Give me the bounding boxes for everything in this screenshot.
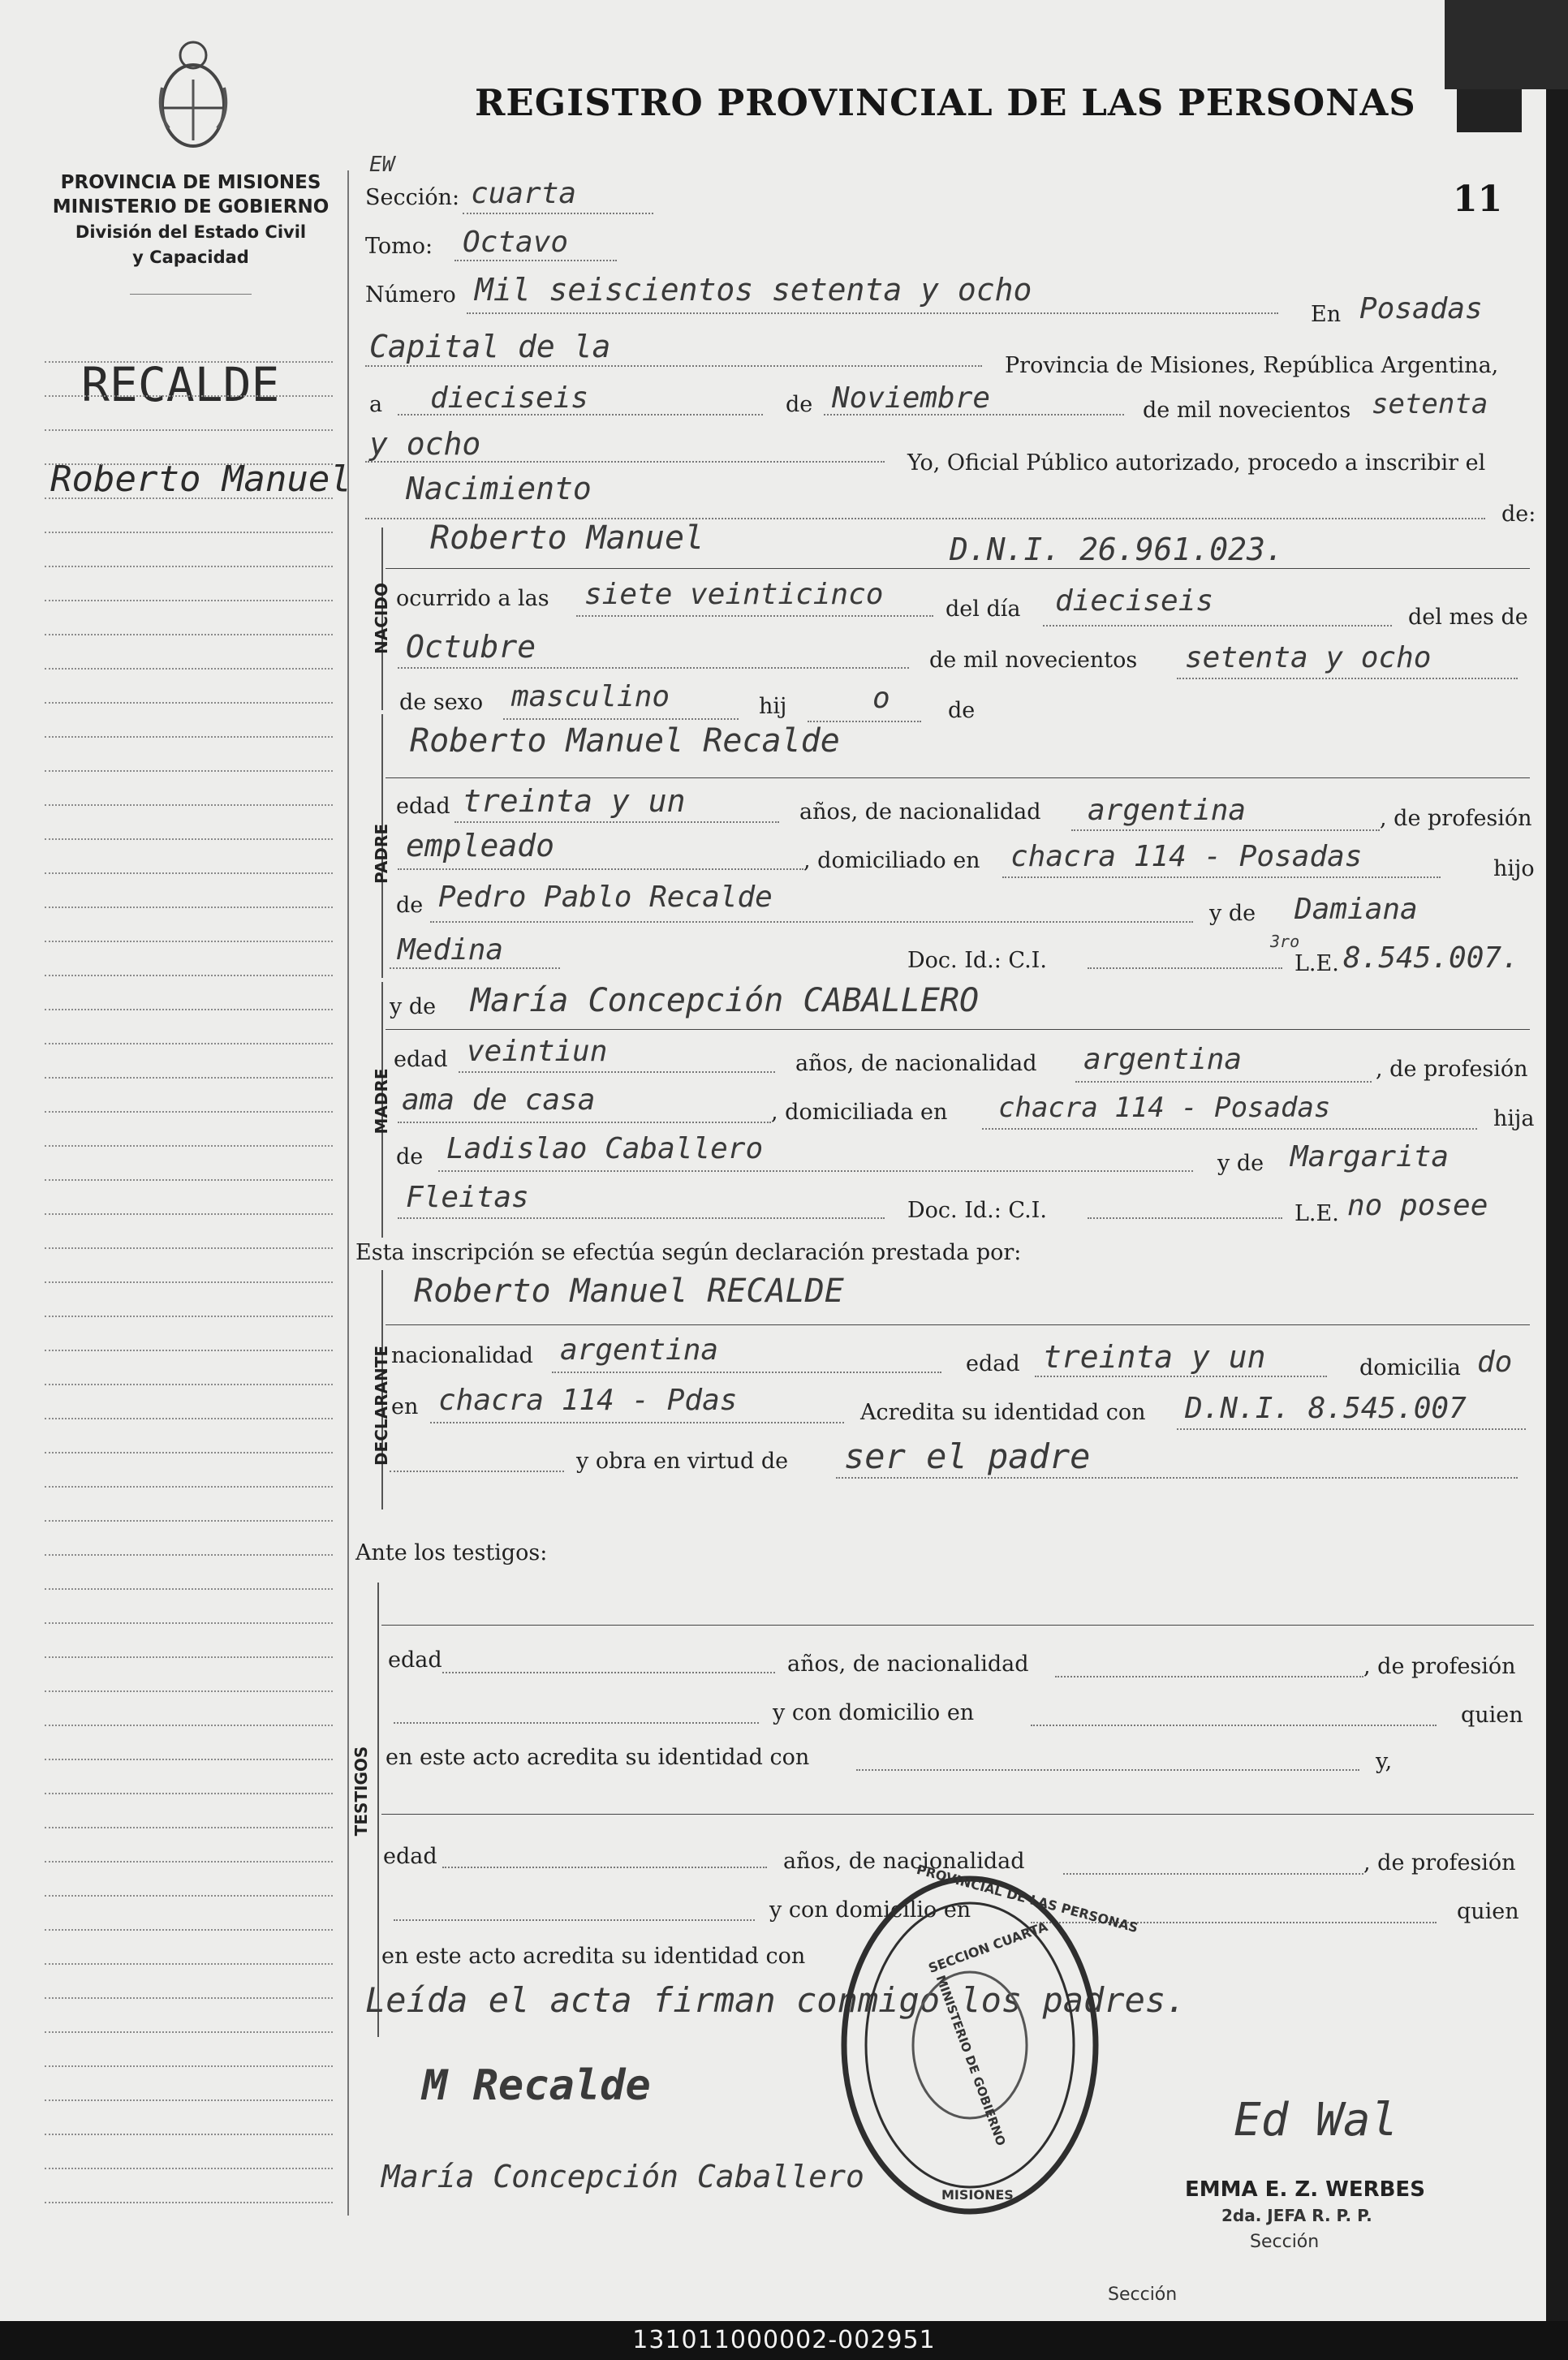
padre-dom-label: , domiciliado en	[803, 848, 980, 873]
madre-doc-line	[1088, 1217, 1282, 1219]
fecha-dia-line	[398, 414, 763, 416]
margin-rule	[45, 1043, 333, 1044]
declarante-documento: D.N.I. 8.545.007	[1185, 1392, 1467, 1425]
seal-text-bottom: MISIONES	[941, 2187, 1014, 2203]
nacido-dia-line	[1043, 625, 1392, 627]
official-name: EMMA E. Z. WERBES	[1185, 2177, 1425, 2202]
declarante-dom-line	[430, 1422, 844, 1423]
margin-rule	[45, 1656, 333, 1658]
padre-de-label: de	[396, 893, 424, 918]
margin-rule	[45, 2031, 333, 2033]
testigo2-edad-line	[442, 1867, 767, 1868]
padre-prof-line	[398, 868, 803, 870]
fecha-a-label: a	[369, 392, 383, 417]
testigo2-prof-line	[394, 1919, 755, 1921]
margin-rule	[45, 1009, 333, 1010]
declarante-acredita-label: Acredita su identidad con	[860, 1400, 1146, 1425]
margin-rule	[45, 566, 333, 567]
testigo1-quien-label: quien	[1461, 1703, 1523, 1728]
margin-rule	[45, 872, 333, 874]
margin-rule	[45, 532, 333, 533]
document-title: REGISTRO PROVINCIAL DE LAS PERSONAS	[475, 81, 1416, 124]
tomo-line	[454, 260, 617, 261]
madre-padre-de: Ladislao Caballero	[446, 1132, 764, 1165]
nacido-mes-line	[398, 667, 909, 669]
en-label: En	[1311, 302, 1342, 327]
madre-edad-line	[459, 1071, 775, 1073]
seccion-line	[463, 213, 653, 214]
margin-rule	[45, 702, 333, 704]
page-number: 11	[1453, 179, 1503, 220]
margin-rule	[45, 1554, 333, 1556]
declarante-label: DECLARANTE	[372, 1345, 391, 1466]
nacido-sexo-line	[503, 718, 739, 720]
padre-padre-de-line	[430, 921, 1193, 923]
padre-edad: treinta y un	[463, 783, 686, 819]
fecha-anio-value2: y ocho	[369, 426, 481, 462]
declarante-intro: Esta inscripción se efectúa según declaración prestada por:	[355, 1240, 1022, 1265]
agency-divider	[130, 294, 252, 295]
firma-oficial: Ed Wal	[1234, 2094, 1398, 2147]
fecha-dia-value: dieciseis	[430, 381, 589, 415]
testigo1-edad-label: edad	[388, 1647, 442, 1673]
margin-rule	[45, 1963, 333, 1965]
padre-doc-label: Doc. Id.: C.I.	[907, 948, 1047, 973]
margin-rule	[45, 1895, 333, 1897]
testigo1-prof-label: , de profesión	[1363, 1654, 1516, 1679]
fecha-mes-value: Noviembre	[832, 381, 991, 415]
testigo2-dom-label: y con domicilio en	[769, 1897, 971, 1923]
padre-doc-line	[1088, 967, 1282, 969]
testigo1-nac-label: años, de nacionalidad	[787, 1652, 1029, 1677]
padre-label: PADRE	[372, 824, 391, 884]
fecha-anio-line	[365, 461, 885, 463]
margin-rule	[45, 1213, 333, 1215]
madre-domicilio: chacra 114 - Posadas	[998, 1092, 1331, 1124]
declarante-edad-line	[1035, 1376, 1327, 1377]
margin-rule	[45, 907, 333, 908]
declarante-edad-label: edad	[966, 1351, 1020, 1376]
padre-profesion: empleado	[406, 828, 555, 863]
margin-rule	[45, 1281, 333, 1283]
margin-rule	[45, 2168, 333, 2169]
numero-line	[467, 312, 1278, 314]
margin-rule	[45, 1793, 333, 1794]
numero-value: Mil seiscientos setenta y ocho	[475, 272, 1032, 308]
madre-dom-label: , domiciliada en	[771, 1100, 948, 1125]
declarante-obra-label: y obra en virtud de	[576, 1449, 789, 1474]
padre-le-note: 3ro	[1270, 932, 1300, 951]
testigo1-nombre-line	[381, 1625, 1534, 1626]
margin-rule	[45, 1247, 333, 1249]
nacido-hora: siete veinticinco	[584, 578, 884, 611]
declarante-domicilia-label: domicilia	[1359, 1355, 1461, 1380]
fecha-de-label: de	[786, 392, 813, 417]
margin-rule	[45, 804, 333, 806]
nacido-sexo-label: de sexo	[399, 690, 484, 715]
declarante-virtud: ser el padre	[844, 1436, 1091, 1476]
document-code: 131011000002-002951	[0, 2321, 1568, 2360]
madre-edad: veintiun	[467, 1035, 608, 1068]
margin-rule	[45, 1588, 333, 1590]
torn-corner	[1445, 0, 1568, 89]
declarante-edad: treinta y un	[1043, 1339, 1266, 1375]
testigo2-quien-label: quien	[1457, 1899, 1519, 1924]
nacido-hora-line	[576, 615, 933, 617]
madre-le-value: no posee	[1347, 1189, 1488, 1222]
seal-text-inner: MINISTERIO DE GOBIERNO	[933, 1973, 1009, 2148]
padre-edad-label: edad	[396, 794, 450, 819]
testigos-label: TESTIGOS	[351, 1746, 371, 1837]
margin-rule	[45, 1486, 333, 1488]
firma-madre: María Concepción Caballero	[381, 2159, 864, 2194]
agency-ministry: MINISTERIO DE GOBIERNO	[52, 196, 330, 217]
padre-madre-de1: Damiana	[1294, 893, 1418, 926]
nacido-del-mes-label: del mes de	[1408, 605, 1528, 630]
madre-nac-label: años, de nacionalidad	[795, 1051, 1037, 1076]
madre-de-label: de	[396, 1144, 424, 1169]
nacido-nombre: Roberto Manuel	[430, 519, 704, 557]
testigo2-edad-label: edad	[383, 1844, 437, 1869]
padre-nac-label: años, de nacionalidad	[799, 799, 1041, 825]
margin-rule	[45, 1077, 333, 1079]
en-value: Posadas	[1359, 292, 1483, 325]
padre-nacionalidad: argentina	[1088, 794, 1247, 827]
declarante-doc-line	[1177, 1428, 1526, 1430]
margin-rule	[45, 1997, 333, 1999]
corner-mark	[1457, 88, 1522, 132]
yo-text: Yo, Oficial Público autorizado, procedo a inscribir el	[907, 450, 1486, 476]
margin-rule	[45, 395, 333, 397]
declarante-domicilio: chacra 114 - Pdas	[438, 1384, 738, 1417]
nacido-sexo: masculino	[511, 680, 670, 713]
margin-rule	[45, 2202, 333, 2203]
margin-rule	[45, 1179, 333, 1181]
madre-nombre: María Concepción CABALLERO	[471, 982, 980, 1019]
testigo1-nac-line	[1055, 1676, 1363, 1677]
margin-rule	[45, 838, 333, 840]
nacido-mil-label: de mil novecientos	[929, 648, 1138, 673]
margin-rule	[45, 1861, 333, 1863]
declarante-nacionalidad: argentina	[560, 1333, 719, 1367]
padre-padre-de: Pedro Pablo Recalde	[438, 881, 773, 914]
padre-nombre-line	[386, 777, 1530, 778]
declarante-nombre-line	[386, 1324, 1530, 1325]
margin-rule	[45, 600, 333, 601]
nacido-dni: D.N.I. 26.961.023.	[950, 532, 1284, 567]
madre-edad-label: edad	[394, 1047, 448, 1072]
margin-rule	[45, 361, 333, 363]
testigos-bracket	[377, 1583, 379, 2037]
nacido-hij-suffix: o	[872, 682, 890, 715]
margin-rule	[45, 1145, 333, 1147]
firma-padre: M Recalde	[422, 2061, 651, 2110]
nacido-hij-label: hij	[759, 694, 787, 719]
declarante-nombre: Roberto Manuel RECALDE	[414, 1273, 844, 1310]
declarante-en-label: en	[391, 1394, 419, 1419]
madre-madre-de2: Fleitas	[406, 1181, 529, 1214]
testigo2-nac-label: años, de nacionalidad	[783, 1849, 1025, 1874]
fecha-mes-line	[824, 414, 1124, 416]
seal-text-top: PROVINCIAL DE LAS PERSONAS	[915, 1861, 1140, 1936]
nacido-label: NACIDO	[372, 583, 391, 654]
madre-y-de-label2: y de	[1217, 1151, 1264, 1176]
declarante-nac-line	[552, 1372, 941, 1373]
padre-dom-line	[1002, 876, 1441, 878]
padre-prof-label: , de profesión	[1380, 806, 1532, 831]
padre-nombre: Roberto Manuel Recalde	[410, 722, 840, 760]
seccion-label: Sección:	[365, 185, 460, 210]
testigo1-prof-line	[394, 1722, 759, 1724]
declarante-nac-label: nacionalidad	[391, 1343, 533, 1368]
official-title: 2da. JEFA R. P. P.	[1221, 2206, 1372, 2225]
margin-rule	[45, 1384, 333, 1385]
margin-rule	[45, 1350, 333, 1351]
testigo1-dom-line	[1031, 1725, 1437, 1726]
testigo1-y-label: y,	[1376, 1749, 1393, 1774]
tomo-label: Tomo:	[365, 234, 433, 259]
official-seccion-bottom: Sección	[1108, 2285, 1178, 2305]
testigo1-edad-line	[442, 1672, 775, 1673]
madre-prof-line	[398, 1122, 771, 1123]
madre-madre-de2-line	[398, 1217, 885, 1219]
coat-of-arms-icon	[144, 31, 242, 161]
margin-rule	[45, 463, 333, 465]
padre-y-de-label: y de	[1209, 901, 1256, 926]
padre-domicilio: chacra 114 - Posadas	[1010, 840, 1363, 873]
nacido-dia: dieciseis	[1055, 584, 1214, 618]
madre-le-label: L.E.	[1294, 1201, 1339, 1226]
declarante-obra-pre-line	[390, 1471, 564, 1472]
margin-rule	[45, 1690, 333, 1692]
margin-rule	[45, 2065, 333, 2067]
madre-profesion: ama de casa	[402, 1083, 596, 1117]
declarante-domicilia-suffix: do	[1477, 1346, 1513, 1379]
nacido-mes: Octubre	[406, 629, 536, 665]
agency-capacity: y Capacidad	[132, 248, 249, 267]
seccion-note: EW	[369, 153, 395, 177]
margin-rule	[45, 1520, 333, 1522]
fecha-anio-value1: setenta	[1372, 388, 1488, 420]
acto-de-label: de:	[1501, 502, 1536, 527]
margin-rule	[45, 770, 333, 772]
margin-rule	[45, 1418, 333, 1419]
margin-surname: RECALDE	[81, 357, 280, 412]
margin-rule	[45, 497, 333, 499]
madre-padre-de-line	[438, 1170, 1193, 1172]
margin-rule	[45, 1111, 333, 1113]
madre-prof-label: , de profesión	[1376, 1057, 1528, 1082]
nacido-del-dia-label: del día	[946, 596, 1021, 622]
margin-rule	[45, 1929, 333, 1931]
agency-province: PROVINCIA DE MISIONES	[60, 172, 321, 193]
testigos-intro: Ante los testigos:	[355, 1540, 548, 1565]
margin-rule	[45, 975, 333, 976]
margin-given-names: Roberto Manuel	[50, 459, 351, 500]
closing-leida: Leída el acta firman conmigo los padres.	[365, 1980, 1187, 2020]
margin-rule	[45, 1725, 333, 1726]
acto-value: Nacimiento	[406, 471, 592, 506]
provincia-text: Provincia de Misiones, República Argentina,	[1005, 353, 1499, 378]
padre-nac-line	[1071, 829, 1380, 831]
padre-madre-de2-line	[390, 967, 560, 969]
padre-le-label: L.E.	[1294, 951, 1339, 976]
madre-nombre-line	[386, 1029, 1530, 1030]
margin-rule	[45, 668, 333, 670]
margin-rule	[45, 1622, 333, 1624]
margin-rule	[45, 1759, 333, 1760]
margin-rule	[45, 2099, 333, 2101]
margin-rule	[45, 1316, 333, 1317]
tomo-value: Octavo	[463, 226, 569, 259]
declarante-virtud-line	[836, 1477, 1518, 1479]
madre-y-de-label: y de	[390, 994, 437, 1019]
seccion-value: cuarta	[471, 177, 577, 210]
madre-nacionalidad: argentina	[1083, 1043, 1243, 1076]
agency-division: División del Estado Civil	[75, 222, 307, 242]
margin-rule	[45, 634, 333, 635]
nacido-anio: setenta y ocho	[1185, 641, 1432, 674]
official-seal	[836, 1861, 1140, 2224]
padre-madre-de2: Medina	[398, 933, 504, 967]
margin-rule	[45, 736, 333, 738]
madre-hija-label: hija	[1493, 1106, 1535, 1131]
nacido-nombre-line	[386, 568, 1530, 569]
padre-le-value: 8.545.007.	[1343, 941, 1519, 975]
padre-hijo-label: hijo	[1493, 856, 1535, 881]
margin-rule	[45, 2134, 333, 2135]
agency-block	[45, 170, 337, 269]
testigo2-nombre-line	[381, 1814, 1534, 1815]
margin-rule	[45, 429, 333, 431]
madre-label: MADRE	[372, 1068, 391, 1135]
seal-text-mid: SECCION CUARTA	[926, 1919, 1050, 1976]
testigo1-acredita-label: en este acto acredita su identidad con	[386, 1745, 810, 1770]
nacido-de-label: de	[948, 698, 976, 723]
official-seccion: Sección	[1250, 2232, 1320, 2252]
numero-label: Número	[365, 282, 456, 308]
capital-value: Capital de la	[369, 329, 611, 364]
madre-doc-label: Doc. Id.: C.I.	[907, 1198, 1047, 1223]
padre-edad-line	[454, 821, 779, 823]
margin-rule	[45, 1452, 333, 1453]
nacido-ocurrido-label: ocurrido a las	[396, 586, 549, 611]
testigo2-prof-label: , de profesión	[1363, 1850, 1516, 1876]
madre-nac-line	[1075, 1081, 1372, 1083]
capital-line	[365, 365, 982, 367]
nacido-anio-line	[1177, 678, 1518, 679]
margin-rule	[45, 1827, 333, 1828]
madre-madre-de1: Margarita	[1290, 1140, 1450, 1174]
testigo1-acredita-line	[856, 1769, 1359, 1771]
testigo2-acredita-label: en este acto acredita su identidad con	[381, 1944, 806, 1969]
testigo2-nac-line	[1063, 1873, 1363, 1875]
margin-rule	[45, 941, 333, 942]
fecha-mil-text: de mil novecientos	[1143, 398, 1351, 423]
madre-dom-line	[982, 1128, 1477, 1130]
testigo1-dom-label: y con domicilio en	[773, 1700, 975, 1725]
